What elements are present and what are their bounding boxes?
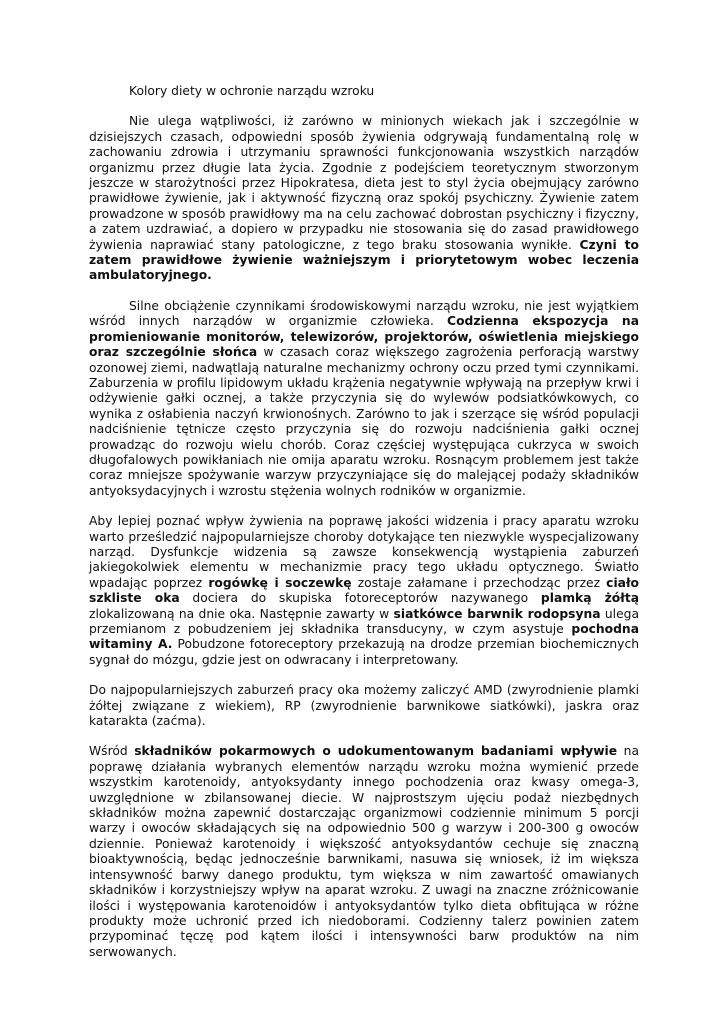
bold-text-run: plamką żółtą: [540, 591, 639, 606]
text-run: na poprawę działania wybranych elementów narządu wzroku można wymienić przede wszystkim karotenoidy, antyoksydanty innego pochodzenia oraz kwasy omega-3, uwzględnione w zbilansowanej diecie. W najprostszym ujęciu podaż niezbędnych składników można zapewnić dostarczając organizmowi codziennie minimum 5 porcji warzy i owoców składających się na odpowiednio 500 g warzyw i 200-300 g owoców dziennie. Ponieważ karotenoidy i większość antyoksydantów cechuje się znaczną bioaktywnością, będąc jednocześnie barwnikami, nasuwa się wniosek, iż im większa intensywność barwy danego produktu, tym większa w nim zawartość omawianych składników i korzystniejszy wpływ na aparat wzroku. Z uwagi na znaczne zróżnicowanie ilości i występowania karotenoidów i antyoksydantów tylko dieta obfitująca w różne produkty może uchronić przed ich niedoborami. Codzienny talerz powinien zatem przypominać tęczę pod kątem ilości i intensywności barw produktów na nim serwowanych.: [89, 744, 639, 959]
bold-text-run: Czyni to zatem prawidłowe żywienie ważniejszym i priorytetowym wobec leczenia ambulatoryjnego.: [89, 237, 639, 283]
text-run: Pobudzone fotoreceptory przekazują na drodze przemian biochemicznych sygnał do mózgu, gdzie jest on odwracany i interpretowany.: [89, 637, 640, 667]
bold-text-run: ciało szkliste oka: [89, 575, 639, 606]
bold-text-run: Codzienna ekspozycja na promieniowanie monitorów, telewizorów, projektorów, oświetlenia miejskiego oraz szczególnie słońca: [89, 314, 639, 360]
bold-text-run: składników pokarmowych o udokumentowanym badaniami wpływie: [134, 744, 618, 759]
bold-text-run: pochodna witaminy A.: [89, 622, 639, 652]
text-run: Silne obciążenie czynnikami środowiskowymi narządu wzroku, nie jest wyjątkiem wśród innych narządów w organizmie człowieka.: [89, 298, 639, 329]
text-run: dociera do skupiska fotoreceptorów nazywanego: [179, 591, 541, 606]
bold-text-run: rogówkę i soczewkę: [208, 575, 352, 590]
text-run: zostaje załamane i przechodząc przez: [351, 575, 607, 590]
text-run: Nie ulega wątpliwości, iż zarówno w minionych wiekach jak i szczególnie w dzisiejszych czasach, odpowiedni sposób żywienia odgrywają fundamentalną rolę w zachowaniu zdrowia i utrzymaniu sprawności funkcjonowania wszystkich narządów organizmu przez długie lata życia. Zgodnie z podejściem teoretycznym stworzonym jeszcze w starożytności przez Hipokratesa, dieta jest to styl życia obejmujący zarówno prawidłowe żywienie, jak i aktywność fizyczną oraz spokój psychiczny. Żywienie zatem prowadzone w sposób prawidłowy ma na celu zachować dobrostan psychiczny i fizyczny, a zatem uzdrawiać, a dopiero w przypadku nie stosowania się do zasad prawidłowego żywienia naprawiać stany patologiczne, z tego braku stosowania wynikłe.: [89, 114, 639, 252]
text-run: Do najpopularniejszych zaburzeń pracy oka możemy zaliczyć AMD (zwyrodnienie plamki żółtej związane z wiekiem), RP (zwyrodnienie barwnikowe siatkówki), jaskra oraz katarakta (zaćma).: [89, 683, 639, 729]
text-run: ulega przemianom z pobudzeniem jej składnika transducyny, w czym asystuje: [89, 606, 639, 636]
paragraph: [89, 114, 639, 283]
text-run: w czasach coraz większego zagrożenia perforacją warstwy ozonowej ziemi, nadwątlają naturalne mechanizmy ochrony oczu przed tymi czynnikami. Zaburzenia w profilu lipidowym układu krążenia negatywnie wpływają na przepływ krwi i odżywienie gałki ocznej, a także przyczynia się do wylewów podsiatkówkowych, co wynika z osłabienia naczyń krwionośnych. Zarówno to jak i szerzące się wśród populacji nadciśnienie tętnicze często przyczynia się do rozwoju nadciśnienia gałki ocznej prowadząc do rozwoju wielu chorób. Coraz częściej występująca cukrzyca w swoich długofalowych powikłaniach nie omija aparatu wzroku. Rosnącym problemem jest także coraz mniejsze spożywanie warzyw przyczyniające się do malejącej podaży składników antyoksydacyjnych i wzrostu stężenia wolnych rodników w organizmie.: [89, 345, 639, 498]
text-run: Wśród: [89, 744, 135, 759]
paragraph: [89, 744, 639, 960]
document-title: Kolory diety w ochronie narządu wzroku: [129, 84, 375, 98]
text-run: Aby lepiej poznać wpływ żywienia na poprawę jakości widzenia i pracy aparatu wzroku warto prześledzić najpopularniejsze choroby dotykające ten niezwykle wyspecjalizowany narząd. Dysfunkcje widzenia są zawsze konsekwencją wystąpienia zaburzeń jakiegokolwiek elementu w mechanizmie pracy tego układu optycznego. Światło wpadając poprzez: [89, 514, 639, 590]
text-run: zlokalizowaną na dnie oka. Następnie zawarty w: [89, 606, 394, 621]
paragraph: [89, 299, 639, 499]
paragraph: [89, 514, 639, 668]
paragraph: [89, 683, 639, 729]
document-page: [89, 84, 639, 975]
document-body: [89, 114, 639, 960]
bold-text-run: siatkówce barwnik rodopsyna: [393, 606, 601, 621]
